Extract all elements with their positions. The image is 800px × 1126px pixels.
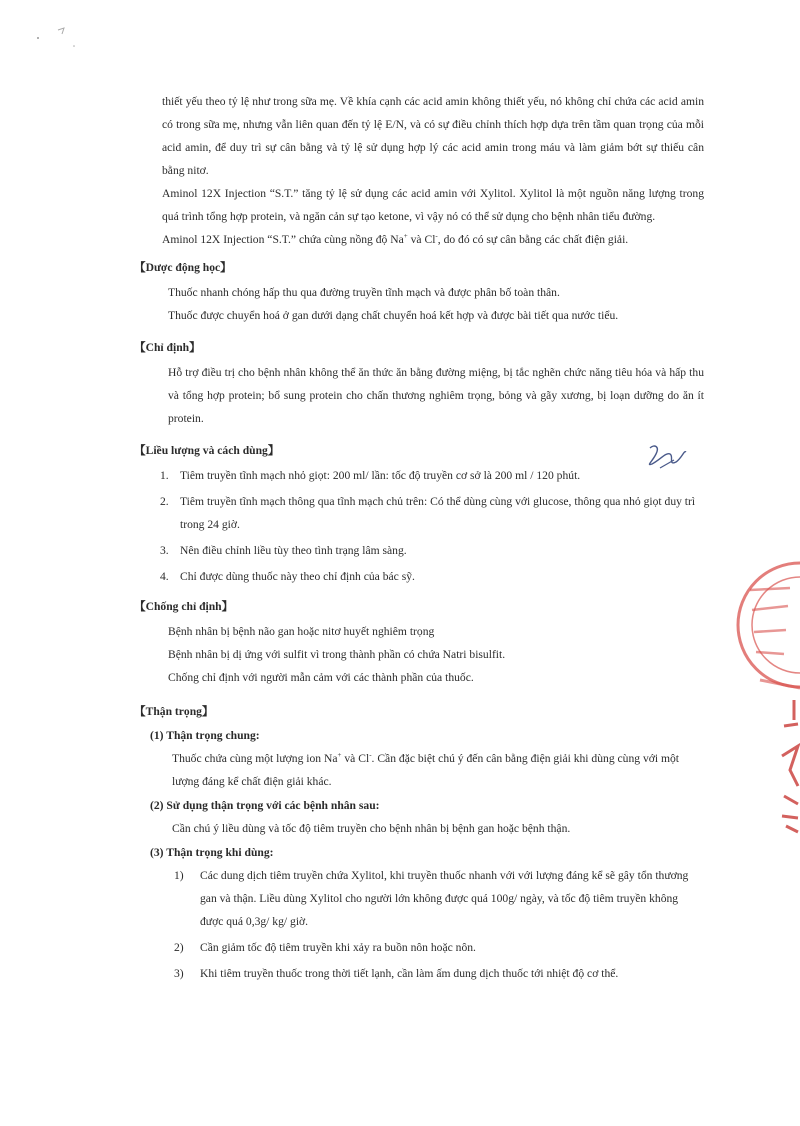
pharmacokinetics-line-1: Thuốc nhanh chóng hấp thu qua đường truyền tĩnh mạch và được phân bố toàn thân. (168, 286, 560, 299)
list-item: 1. Tiêm truyền tĩnh mạch nhỏ giọt: 200 ml/ lần: tốc độ truyền cơ sở là 200 ml / 120 phút. (160, 469, 581, 482)
contraindication-line-1: Bệnh nhân bị bệnh não gan hoặc nitơ huyết nghiêm trọng (168, 625, 435, 638)
list-item: 2) Cần giảm tốc độ tiêm truyền khi xảy ra buồn nôn hoặc nôn. (174, 941, 476, 954)
contraindications-heading: 【Chống chỉ định】 (134, 600, 234, 613)
list-item: 4. Chỉ được dùng thuốc này theo chỉ định của bác sỹ. (160, 570, 415, 583)
scan-specks (30, 20, 90, 60)
red-seal-stamp (730, 540, 800, 710)
contraindication-line-2: Bệnh nhân bị dị ứng với sulfit vì trong thành phần có chứa Natri bisulfit. (168, 648, 506, 661)
contraindication-line-3: Chống chỉ định với người mẫn cảm với các thành phần của thuốc. (168, 671, 474, 684)
intro-paragraph-2: Aminol 12X Injection “S.T.” tăng tỷ lệ sử dụng các acid amin với Xylitol. Xylitol là một nguồn năng lượng trong quá trình tổng hợp protein, và ngăn cản sự tạo ketone, vì vậy nó có thể sử dụng cho bệnh nhân tiểu đường. (162, 187, 704, 223)
red-stamp-fragment (764, 696, 800, 836)
list-item: 1) Các dung dịch tiêm truyền chứa Xylitol, khi truyền thuốc nhanh với với lượng đáng kể sẽ gây tổn thương gan và thận. Liều dùng Xylitol cho người lớn không được quá 100g/ ngày, và tốc độ tiêm truyền không được quá 0,3g/ kg/ giờ. (174, 869, 689, 928)
patient-precautions-text: Cần chú ý liều dùng và tốc độ tiêm truyền cho bệnh nhân bị bệnh gan hoặc bệnh thận. (172, 822, 571, 835)
intro-paragraph-3: Aminol 12X Injection “S.T.” chứa cùng nồng độ Na+ và Cl-, do đó có sự cân bằng các chất điện giải. (162, 232, 629, 246)
indications-heading: 【Chỉ định】 (134, 341, 201, 354)
list-item: 2. Tiêm truyền tĩnh mạch thông qua tĩnh mạch chủ trên: Có thể dùng cùng với glucose, thông qua nhỏ giọt duy trì trong 24 giờ. (160, 495, 696, 531)
list-item: 3. Nên điều chỉnh liều tùy theo tình trạng lâm sàng. (160, 544, 407, 557)
general-precautions-text: Thuốc chứa cùng một lượng ion Na+ và Cl-. Cần đặc biệt chú ý đến cân bằng điện giải khi dùng cùng với một lượng đáng kể chất điện giải khác. (172, 751, 680, 788)
usage-precautions-heading: (3) Thận trọng khi dùng: (150, 846, 274, 859)
list-item: 3) Khi tiêm truyền thuốc trong thời tiết lạnh, cần làm ấm dung dịch thuốc tới nhiệt độ cơ thể. (174, 967, 619, 980)
pharmacokinetics-line-2: Thuốc được chuyển hoá ở gan dưới dạng chất chuyển hoá kết hợp và được bài tiết qua nước tiểu. (168, 309, 619, 322)
usage-precautions-list (134, 864, 704, 985)
patient-precautions-heading: (2) Sử dụng thận trọng với các bệnh nhân sau: (150, 799, 380, 812)
document-body (134, 90, 704, 988)
intro-paragraph-1: thiết yếu theo tỷ lệ như trong sữa mẹ. Về khía cạnh các acid amin không thiết yếu, nó không chỉ chứa các acid amin có trong sữa mẹ, nhưng vẫn liên quan đến tỷ lệ E/N, và có sự điều chỉnh thích hợp dựa trên tầm quan trọng của mỗi acid amin, để duy trì sự cân bằng và tỷ lệ sử dụng hợp lý các acid amin trong máu và làm giảm bớt sự thiếu cân bằng nitơ. (162, 95, 704, 177)
dosage-heading: 【Liều lượng và cách dùng】 (134, 444, 280, 457)
precautions-heading: 【Thận trọng】 (134, 705, 214, 718)
pharmacokinetics-heading: 【Dược động học】 (134, 261, 232, 274)
general-precautions-heading: (1) Thận trọng chung: (150, 729, 260, 742)
indications-text: Hỗ trợ điều trị cho bệnh nhân không thể ăn thức ăn bằng đường miệng, bị tắc nghẽn chức năng tiêu hóa và hấp thu và tổng hợp protein; bổ sung protein cho chấn thương nghiêm trọng, bỏng và gãy xương, bị loạn dưỡng do ăn ít protein. (168, 366, 704, 425)
dosage-list (134, 464, 704, 588)
